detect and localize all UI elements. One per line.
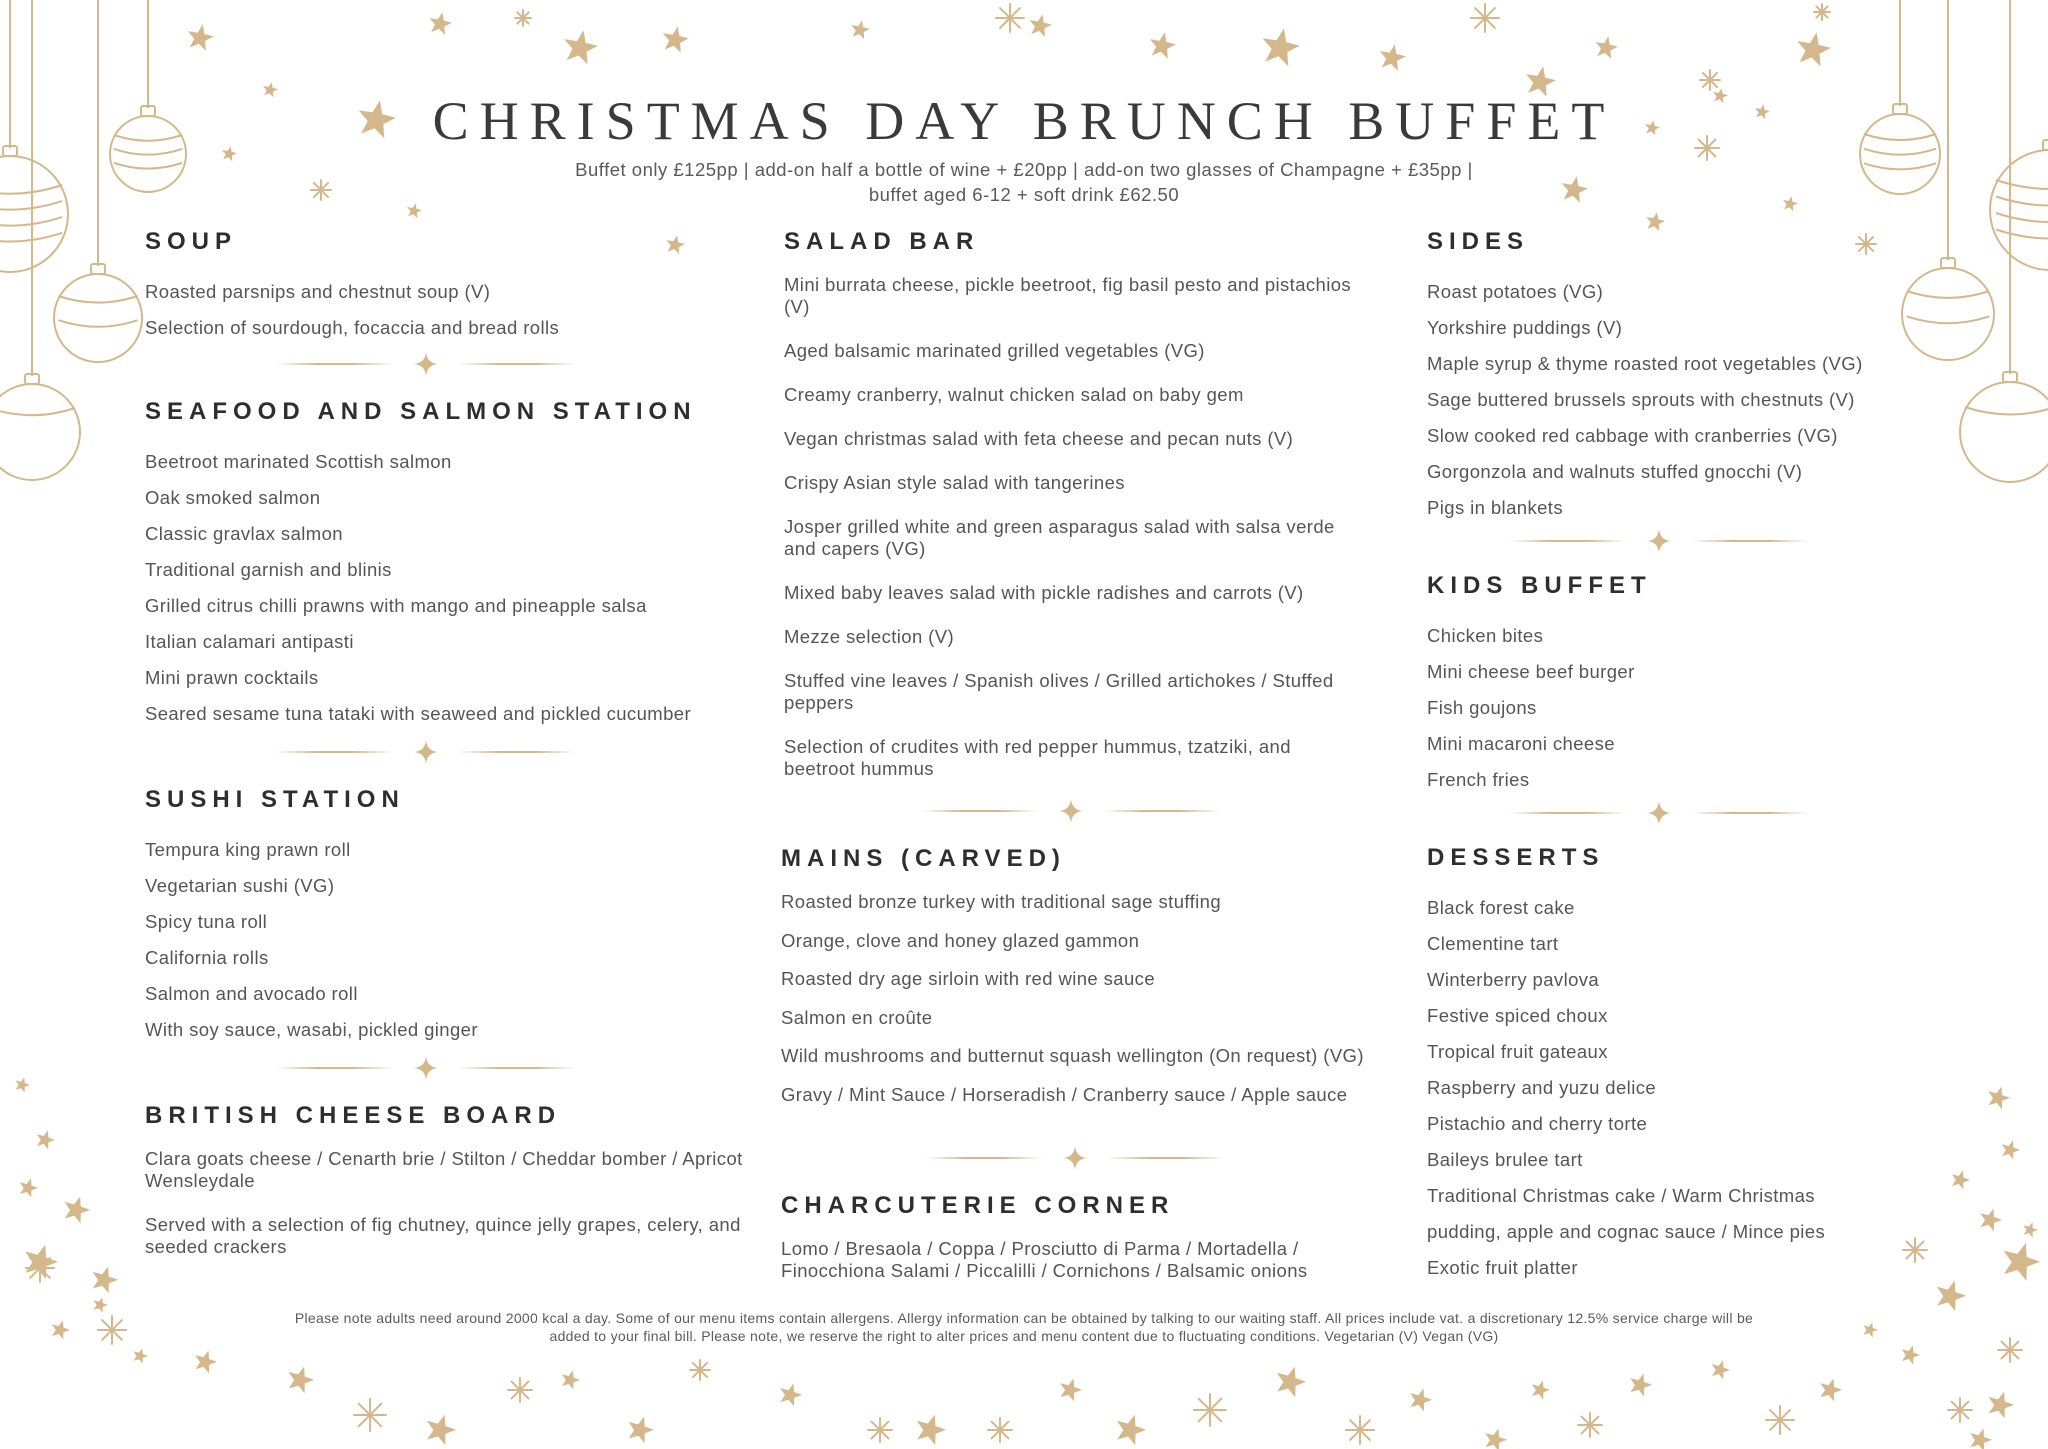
menu-item: Orange, clove and honey glazed gammon [781,929,1140,951]
menu-item: Mini burrata cheese, pickle beetroot, fig basil pesto and pistachios (V) [784,274,1352,317]
star-icon [851,20,870,39]
star-icon [1030,14,1052,37]
menu-item: Italian calamari antipasti [145,631,354,652]
star-icon [1948,1398,1972,1422]
menu-item: Fish goujons [1427,697,1537,718]
section-seafood [145,398,765,732]
menu-list [145,832,745,1048]
menu-list [1427,274,1947,526]
section-heading: SIDES [1427,228,1530,255]
menu-item: Festive spiced choux [1427,1005,1608,1026]
star-icon [996,4,1024,32]
menu-item: Spicy tuna roll [145,911,268,932]
menu-item: Mini prawn cocktails [145,667,319,688]
menu-item: Exotic fruit platter [1427,1257,1578,1278]
menu-item: California rolls [145,947,269,968]
star-icon [1117,1415,1146,1445]
star-icon [52,1320,70,1339]
star-icon [188,24,214,50]
section-mains [781,845,1381,1123]
menu-item: Stuffed vine leaves / Spanish olives / Grilled artichokes / Stuffed peppers [784,670,1334,713]
star-icon [1712,1360,1730,1379]
pricing-line-1: Buffet only £125pp | add-on half a bottle of wine + £20pp | add-on two glasses of Champagne + £35pp | [575,159,1473,180]
menu-list [784,274,1364,780]
sparkle-icon [414,352,438,376]
menu-item: Salmon en croûte [781,1006,933,1028]
menu-item: Grilled citrus chilli prawns with mango and pineapple salsa [145,595,647,616]
section-sushi [145,786,745,1048]
sparkle-icon [414,1056,438,1080]
star-icon [1937,1281,1966,1311]
star-icon [1380,44,1406,70]
star-icon [1820,1379,1842,1402]
star-icon [663,26,689,52]
menu-list [145,1148,745,1258]
menu-item: Crispy Asian style salad with tangerines [784,472,1125,493]
menu-item: French fries [1427,769,1530,790]
menu-item: Selection of sourdough, focaccia and bread rolls [145,317,560,338]
section-heading: SEAFOOD AND SALMON STATION [145,398,697,425]
star-icon [1970,1429,1992,1449]
gold-divider [921,799,1221,823]
star-icon [1814,4,1830,20]
menu-item: Chicken bites [1427,625,1544,646]
gold-divider [925,1146,1225,1170]
menu-item: Wild mushrooms and butternut squash wellington (On request) (VG) [781,1045,1364,1067]
pricing-line-2: buffet aged 6-12 + soft drink £62.50 [868,184,1180,205]
star-icon [1410,1389,1432,1412]
star-icon [1194,1394,1226,1426]
sparkle-icon [1647,529,1671,553]
gold-divider [276,1056,576,1080]
star-icon [690,1360,710,1380]
gold-divider [276,740,576,764]
menu-item: Traditional garnish and blinis [145,559,392,580]
menu-item: Oak smoked salmon [145,487,321,508]
menu-item: Mini macaroni cheese [1427,733,1615,754]
star-icon [1471,4,1499,32]
menu-item: Baileys brulee tart [1427,1149,1583,1170]
star-icon [16,1077,31,1092]
menu-item: Seared sesame tuna tataki with seaweed and pickled cucumber [145,703,692,724]
menu-item: Vegetarian sushi (VG) [145,875,335,896]
menu-item: Tempura king prawn roll [145,839,351,860]
star-icon [354,1399,386,1431]
pricing-subtitle [0,157,2048,207]
menu-item: Black forest cake [1427,897,1575,918]
section-heading: DESSERTS [1427,844,1605,871]
allergen-footer [160,1309,1888,1345]
menu-list [145,274,745,346]
menu-item: Salmon and avocado roll [145,983,358,1004]
menu-item: Lomo / Bresaola / Coppa / Prosciutto di Parma / Mortadella / Finocchiona Salami / Piccalilli / Cornichons / Balsamic onions [781,1238,1308,1281]
star-icon [1485,1429,1507,1449]
star-icon [93,1267,118,1294]
section-heading: CHARCUTERIE CORNER [781,1192,1175,1219]
menu-item: With soy sauce, wasabi, pickled ginger [145,1019,478,1040]
menu-list [781,1238,1351,1282]
menu-item: Roasted bronze turkey with traditional sage stuffing [781,891,1222,912]
page-title: CHRISTMAS DAY BRUNCH BUFFET [432,91,1616,151]
star-icon [1060,1379,1082,1402]
star-icon [1150,32,1176,58]
star-icon [629,1417,654,1444]
star-icon [515,10,531,26]
sparkle-icon [414,740,438,764]
menu-item: Aged balsamic marinated grilled vegetables (VG) [784,340,1205,361]
menu-item: Sage buttered brussels sprouts with chestnuts (V) [1427,389,1855,410]
section-kids [1427,572,1927,798]
star-icon [2004,1243,2040,1281]
menu-item: Creamy cranberry, walnut chicken salad on baby gem [784,384,1244,405]
star-icon [427,1415,456,1445]
menu-item: Clara goats cheese / Cenarth brie / Stilton / Cheddar bomber / Apricot Wensleydale [145,1148,743,1191]
star-icon [1980,1209,2002,1232]
star-icon [1532,1380,1550,1399]
star-icon [1797,32,1831,66]
menu-item: Josper grilled white and green asparagus salad with salsa verde and capers (VG) [784,516,1335,559]
section-charcuterie [781,1192,1351,1304]
star-icon [94,1297,109,1312]
gold-divider [1509,529,1809,553]
menu-item: Raspberry and yuzu delice [1427,1077,1657,1098]
star-icon [134,1348,149,1363]
gold-divider [276,352,576,376]
section-heading: BRITISH CHEESE BOARD [145,1102,562,1129]
star-icon [1596,36,1618,59]
star-icon [65,1197,90,1224]
menu-item: Mini cheese beef burger [1427,661,1635,682]
footer-line-2: added to your final bill. Please note, we reserve the right to alter prices and menu content due to fluctuating conditions. Vegetarian (V) Vegan (VG) [549,1328,1499,1344]
star-icon [917,1415,946,1445]
star-icon [780,1384,802,1407]
star-icon [564,30,598,64]
menu-item: Roasted parsnips and chestnut soup (V) [145,281,491,302]
section-heading: MAINS (CARVED) [781,845,1066,872]
bauble-icon [0,0,80,480]
sparkle-icon [1059,799,1083,823]
star-icon [988,1418,1012,1442]
menu-item: Mixed baby leaves salad with pickle radishes and carrots (V) [784,582,1304,603]
section-sides [1427,228,1947,526]
menu-item: Roasted dry age sirloin with red wine sauce [781,968,1156,990]
section-heading: KIDS BUFFET [1427,572,1652,599]
menu-item: Pigs in blankets [1427,497,1563,518]
star-icon [1277,1367,1306,1397]
star-icon [1903,1238,1927,1262]
section-heading: SOUP [145,228,238,255]
bauble-icon [1960,0,2048,482]
star-icon [1989,1392,2014,1419]
star-icon [1988,1087,2010,1110]
menu-item: Tropical fruit gateaux [1427,1041,1608,1062]
menu-list [145,444,765,732]
star-icon [1700,70,1720,90]
menu-item: Winterberry pavlova [1427,969,1600,990]
menu-item: Clementine tart [1427,933,1559,954]
menu-item: Traditional Christmas cake / Warm Christmas pudding, apple and cognac sauce / Mince pies [1427,1185,1826,1242]
menu-item: Slow cooked red cabbage with cranberries (VG) [1427,425,1838,446]
star-icon [25,1245,58,1279]
menu-list [1427,890,1867,1286]
menu-item: Served with a selection of fig chutney, quince jelly grapes, celery, and seeded crackers [145,1214,741,1257]
menu-item: Classic gravlax salmon [145,523,343,544]
menu-item: Yorkshire puddings (V) [1427,317,1623,338]
star-icon [1263,28,1300,66]
section-heading: SALAD BAR [784,228,980,255]
menu-item: Gorgonzola and walnuts stuffed gnocchi (V) [1427,461,1803,482]
footer-line-1: Please note adults need around 2000 kcal a day. Some of our menu items contain allergens. Allergy information can be obtained by talking to our waiting staff. All prices include vat. a discretionary 12.5% service charge will be [294,1310,1754,1326]
menu-item: Beetroot marinated Scottish salmon [145,451,452,472]
star-icon [1902,1345,1920,1364]
star-icon [1952,1170,1970,1189]
star-icon [26,1254,54,1282]
menu-item: Pistachio and cherry torte [1427,1113,1648,1134]
star-icon [868,1418,892,1442]
sparkle-icon [1647,801,1671,825]
menu-item: Mezze selection (V) [784,626,955,647]
section-salad [784,228,1364,802]
menu-item: Vegan christmas salad with feta cheese and pecan nuts (V) [784,428,1294,449]
menu-item: Selection of crudites with red pepper hummus, tzatziki, and beetroot hummus [784,736,1291,779]
gold-divider [1509,801,1809,825]
star-icon [1998,1338,2022,1362]
star-icon [2002,1140,2020,1159]
section-desserts [1427,844,1867,1286]
star-icon [430,12,452,35]
menu-item: Roast potatoes (VG) [1427,281,1604,302]
section-heading: SUSHI STATION [145,786,405,813]
menu-list [781,891,1381,1106]
star-icon [37,1130,55,1149]
star-icon [2024,1222,2039,1237]
sparkle-icon [1063,1146,1087,1170]
menu-list [1427,618,1927,798]
star-icon [289,1367,314,1394]
section-cheese [145,1102,745,1280]
menu-item: Maple syrup & thyme roasted root vegetables (VG) [1427,353,1863,374]
star-icon [1630,1374,1652,1397]
star-icon [508,1378,532,1402]
star-icon [98,1316,126,1344]
star-icon [1578,1413,1602,1437]
star-icon [1346,1416,1374,1444]
menu-item: Gravy / Mint Sauce / Horseradish / Cranberry sauce / Apple sauce [781,1083,1348,1105]
star-icon [1766,1406,1794,1434]
star-icon [562,1370,580,1389]
section-soup [145,228,745,346]
star-icon [195,1351,217,1374]
star-icon [20,1178,38,1197]
